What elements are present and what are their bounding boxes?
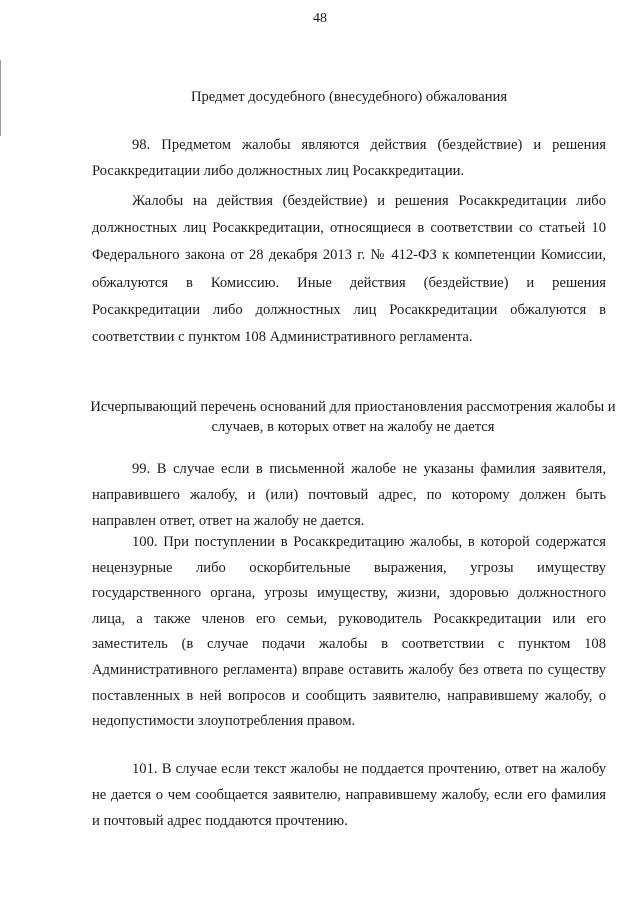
paragraph-100: 100. При поступлении в Росаккредитацию жалобы, в которой содержатся нецензурные либо оскорбительные выражения, угрозы имуществу государственного органа, угрозы имуществу, жизни, здоровью должностного лица, а также членов его семьи, руководитель Росаккредитации или его заместитель (в случае подачи жалобы в соответствии с пунктом 108 Административного регламента) вправе оставить жалобу без ответа по существу поставленных в ней вопросов и сообщить заявителю, направившему жалобу, о недопустимости злоупотребления правом. <box>92 534 606 730</box>
scan-edge-mark <box>0 60 1 136</box>
paragraph-99: 99. В случае если в письменной жалобе не указаны фамилия заявителя, направившего жалобу, и (или) почтовый адрес, по которому должен быть направлен ответ, ответ на жалобу не дается. <box>92 461 606 529</box>
page-number: 48 <box>313 11 327 26</box>
paragraph-101: 101. В случае если текст жалобы не поддается прочтению, ответ на жалобу не дается о чем сообщается заявителю, направившему жалобу, если его фамилия и почтовый адрес поддаются прочтению. <box>92 761 606 829</box>
section-heading-suspension-grounds: Исчерпывающий перечень оснований для приостановления рассмотрения жалобы и случаев, в которых ответ на жалобу не дается <box>90 399 616 435</box>
paragraph-98-complaints: Жалобы на действия (бездействие) и решения Росаккредитации либо должностных лиц Росаккредитации, относящиеся в соответствии со статьей 10 Федерального закона от 28 декабря 2013 г. № 412-ФЗ к компетенции Комиссии, обжалуются в Комиссию. Иные действия (бездействие) и решения Росаккредитации либо должностных лиц Росаккредитации обжалуются в соответствии с пунктом 108 Административного регламента. <box>92 193 606 346</box>
paragraph-98: 98. Предметом жалобы являются действия (бездействие) и решения Росаккредитации либо должностных лиц Росаккредитации. <box>92 137 606 179</box>
section-heading-appeal-subject: Предмет досудебного (внесудебного) обжалования <box>190 89 508 105</box>
